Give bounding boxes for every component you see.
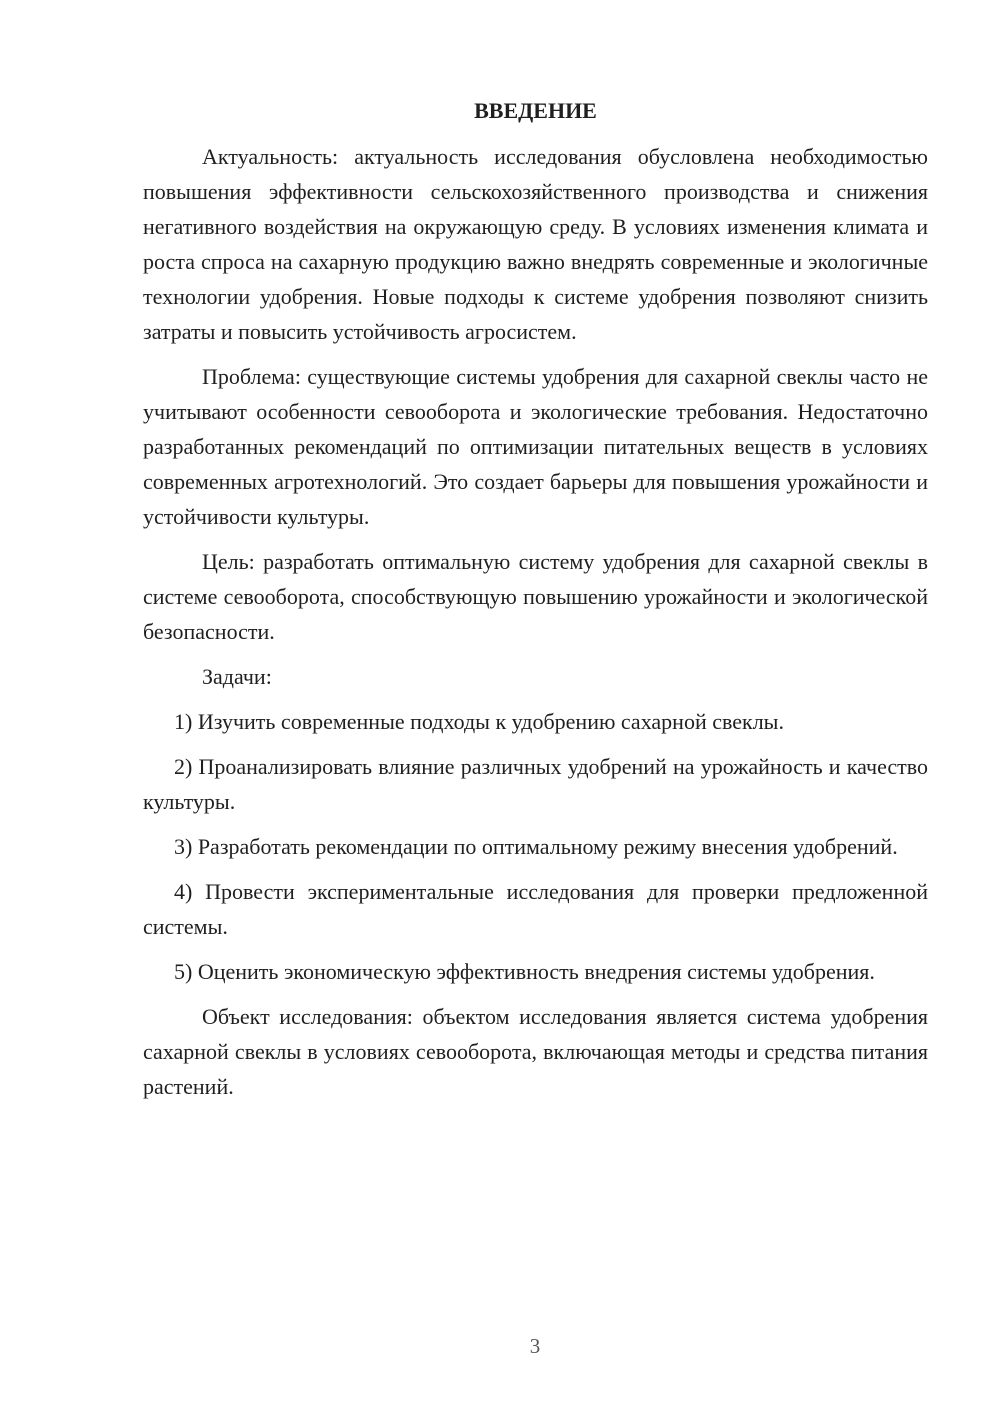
section-title: ВВЕДЕНИЕ	[474, 98, 597, 123]
relevance-paragraph: Актуальность: актуальность исследования обусловлена необходимостью повышения эффективности сельскохозяйственного производства и снижения негативного воздействия на окружающую среду. В условиях изменения климата и роста спроса на сахарную продукцию важно внедрять современные и экологичные технологии удобрения. Новые подходы к системе удобрения позволяют снизить затраты и повысить устойчивость агросистем.	[143, 144, 928, 344]
document-page	[143, 96, 928, 1114]
task-item: 3) Разработать рекомендации по оптимальному режиму внесения удобрений.	[174, 834, 898, 859]
task-item: 4) Провести экспериментальные исследования для проверки предложенной системы.	[143, 879, 928, 939]
problem-paragraph: Проблема: существующие системы удобрения для сахарной свеклы часто не учитывают особенности севооборота и экологические требования. Недостаточно разработанных рекомендаций по оптимизации питательных веществ в условиях современных агротехнологий. Это создает барьеры для повышения урожайности и устойчивости культуры.	[143, 364, 928, 529]
task-item: 1) Изучить современные подходы к удобрению сахарной свеклы.	[174, 709, 784, 734]
object-paragraph: Объект исследования: объектом исследования является система удобрения сахарной свеклы в условиях севооборота, включающая методы и средства питания растений.	[143, 1004, 928, 1099]
task-item: 5) Оценить экономическую эффективность внедрения системы удобрения.	[174, 959, 875, 984]
page-number: 3	[529, 1334, 541, 1358]
task-item: 2) Проанализировать влияние различных удобрений на урожайность и качество культуры.	[143, 754, 928, 814]
goal-paragraph: Цель: разработать оптимальную систему удобрения для сахарной свеклы в системе севооборота, способствующую повышению урожайности и экологической безопасности.	[143, 549, 928, 644]
tasks-heading: Задачи:	[202, 664, 272, 689]
